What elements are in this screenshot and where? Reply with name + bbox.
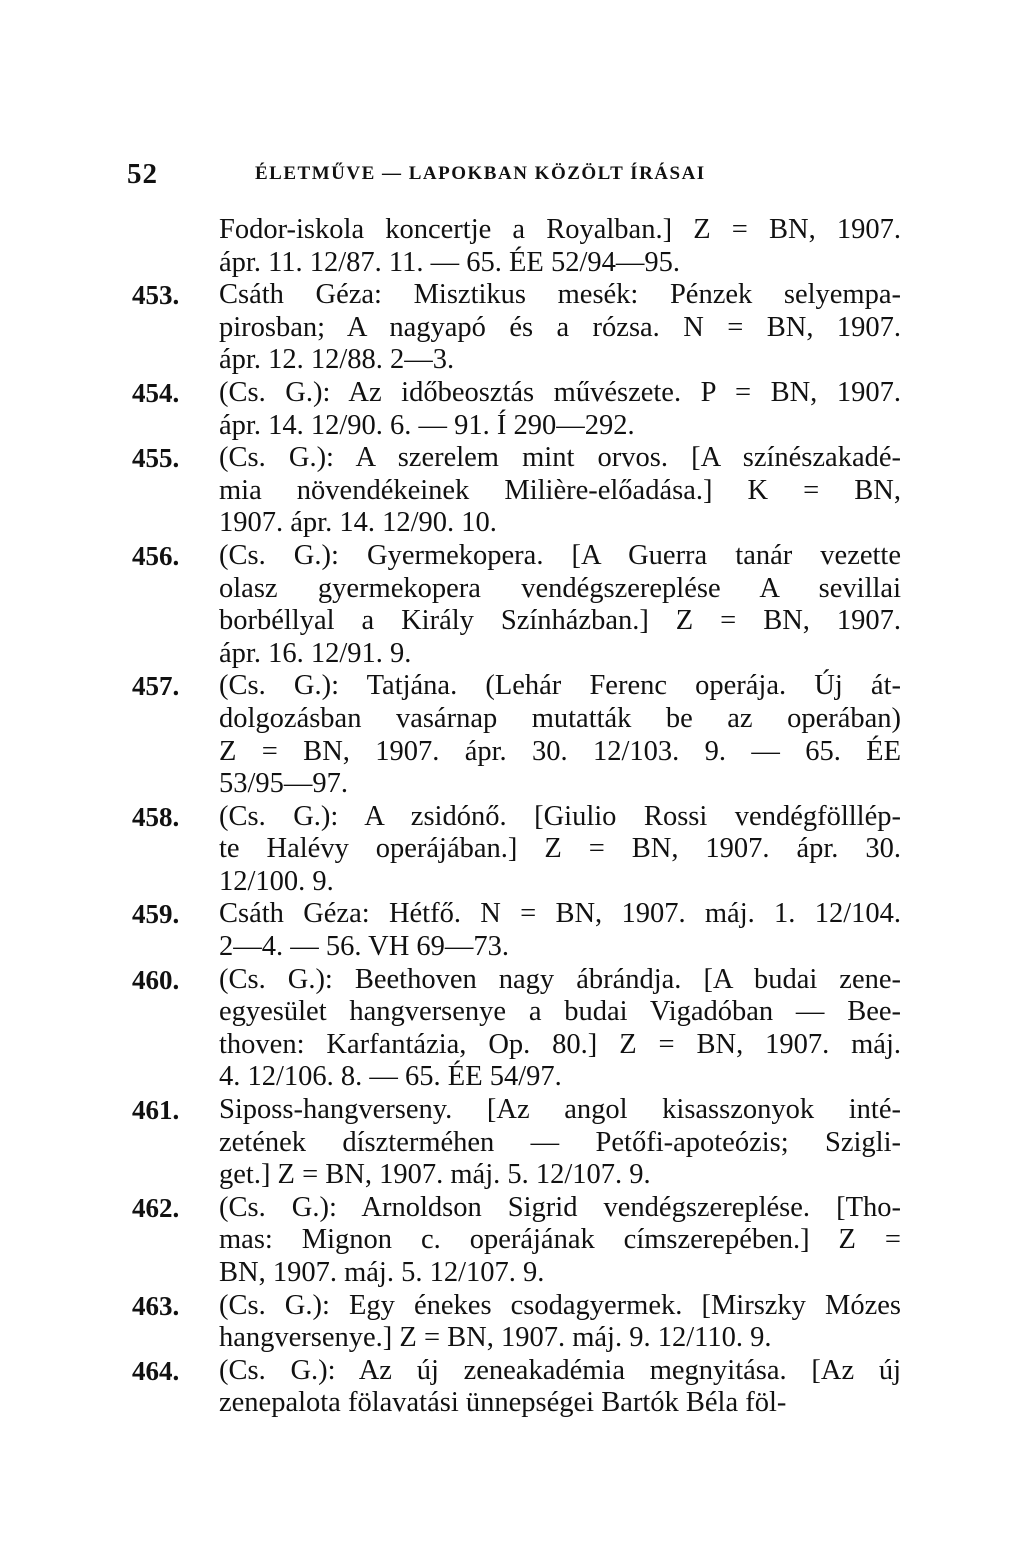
entry-text-line: zenepalota fölavatási ünnepségei Bartók Béla föl-: [219, 1387, 787, 1419]
entry-text-line: mia növendékeinek Milière-előadása.] K = BN,: [219, 474, 901, 506]
entry-text-line: egyesület hangversenye a budai Vigadóban — Bee-: [219, 996, 901, 1028]
entry-text-line: (Cs. G.): Egy énekes csodagyermek. [Mirszky Mózes: [219, 1289, 901, 1321]
entry-number: 454.: [132, 377, 180, 408]
entry-text-line: (Cs. G.): Arnoldson Sigrid vendégszereplése. [Tho-: [219, 1191, 901, 1223]
entry-number: 462.: [132, 1192, 180, 1223]
entry-number: 463.: [132, 1290, 180, 1321]
bibliography-entry: [0, 670, 1024, 800]
page-number: 52: [127, 158, 158, 190]
entry-number: 458.: [132, 801, 180, 832]
entry-text-line: olasz gyermekopera vendégszereplése A sevillai: [219, 572, 901, 604]
bibliography-entry: [0, 1094, 1024, 1192]
entry-number: 464.: [132, 1355, 180, 1386]
entry-text-line: zetének díszterméhen — Petőfi-apoteózis; Szigli-: [219, 1126, 901, 1158]
entry-text-line: Z = BN, 1907. ápr. 30. 12/103. 9. — 65. ÉE: [219, 735, 901, 767]
entry-text-line: hangversenye.] Z = BN, 1907. máj. 9. 12/110. 9.: [219, 1322, 772, 1354]
entry-text-line: BN, 1907. máj. 5. 12/107. 9.: [219, 1257, 545, 1288]
entry-number: 460.: [132, 964, 180, 995]
entry-number: 457.: [132, 671, 180, 702]
entry-text-line: Csáth Géza: Hétfő. N = BN, 1907. máj. 1. 12/104.: [219, 898, 901, 930]
bibliography-entry: [0, 540, 1024, 670]
bibliography-entry: [0, 1192, 1024, 1290]
entry-text-line: ápr. 12. 12/88. 2—3.: [219, 344, 455, 376]
entry-text-line: Siposs-hangverseny. [Az angol kisasszonyok inté-: [219, 1094, 901, 1126]
bibliography-entry: [0, 214, 1024, 279]
bibliography-entry: [0, 377, 1024, 442]
bibliography-entry: [0, 898, 1024, 963]
entry-text-line: 12/100. 9.: [219, 865, 334, 897]
bibliography-entry: [0, 801, 1024, 899]
entry-text-line: te Halévy operájában.] Z = BN, 1907. ápr. 30.: [219, 833, 901, 865]
entry-text-line: Fodor-iskola koncertje a Royalban.] Z = BN, 1907.: [219, 214, 901, 245]
entry-text-line: dolgozásban vasárnap mutatták be az operában): [219, 702, 901, 734]
entry-text-line: 53/95—97.: [219, 768, 349, 800]
entry-text-line: ápr. 14. 12/90. 6. — 91. Í 290—292.: [219, 409, 635, 441]
entry-text-line: pirosban; A nagyapó és a rózsa. N = BN, 1907.: [219, 311, 901, 343]
entry-text-line: (Cs. G.): A szerelem mint orvos. [A színészakadé-: [219, 442, 901, 474]
bibliography-entries: [0, 214, 1024, 1420]
entry-text-line: (Cs. G.): Gyermekopera. [A Guerra tanár vezette: [219, 539, 901, 571]
entry-text-line: (Cs. G.): Az új zeneakadémia megnyitása. [Az új: [219, 1354, 901, 1386]
entry-text-line: mas: Mignon c. operájának címszerepében.] Z =: [219, 1224, 901, 1256]
entry-text-line: (Cs. G.): Az időbeosztás művészete. P = BN, 1907.: [219, 376, 901, 408]
entry-number: 455.: [132, 443, 180, 474]
bibliography-entry: [0, 442, 1024, 540]
entry-text-line: borbéllyal a Király Színházban.] Z = BN, 1907.: [219, 605, 901, 637]
entry-number: 459.: [132, 899, 180, 930]
entry-text-line: (Cs. G.): A zsidónő. [Giulio Rossi vendégfölllép-: [219, 800, 901, 832]
running-head: ÉLETMŰVE — LAPOKBAN KÖZÖLT ÍRÁSAI: [255, 163, 706, 184]
entry-text-line: ápr. 11. 12/87. 11. — 65. ÉE 52/94—95.: [219, 246, 680, 278]
bibliography-entry: [0, 964, 1024, 1094]
page-header: [127, 158, 907, 198]
entry-number: 456.: [132, 540, 180, 571]
entry-text-line: 2—4. — 56. VH 69—73.: [219, 931, 510, 963]
entry-text-line: get.] Z = BN, 1907. máj. 5. 12/107. 9.: [219, 1159, 651, 1191]
entry-number: 453.: [132, 280, 180, 311]
bibliography-entry: [0, 279, 1024, 377]
entry-text-line: ápr. 16. 12/91. 9.: [219, 637, 412, 669]
entry-text-line: (Cs. G.): Tatjána. (Lehár Ferenc operája. Új át-: [219, 670, 901, 702]
entry-text-line: Csáth Géza: Misztikus mesék: Pénzek selyempa-: [219, 279, 901, 311]
entry-text-line: 1907. ápr. 14. 12/90. 10.: [219, 507, 497, 539]
bibliography-entry: [0, 1290, 1024, 1355]
entry-text-line: (Cs. G.): Beethoven nagy ábrándja. [A budai zene-: [219, 963, 901, 995]
bibliography-entry: [0, 1355, 1024, 1420]
entry-text-line: 4. 12/106. 8. — 65. ÉE 54/97.: [219, 1061, 562, 1093]
entry-number: 461.: [132, 1095, 180, 1126]
entry-text-line: thoven: Karfantázia, Op. 80.] Z = BN, 1907. máj.: [219, 1028, 901, 1060]
